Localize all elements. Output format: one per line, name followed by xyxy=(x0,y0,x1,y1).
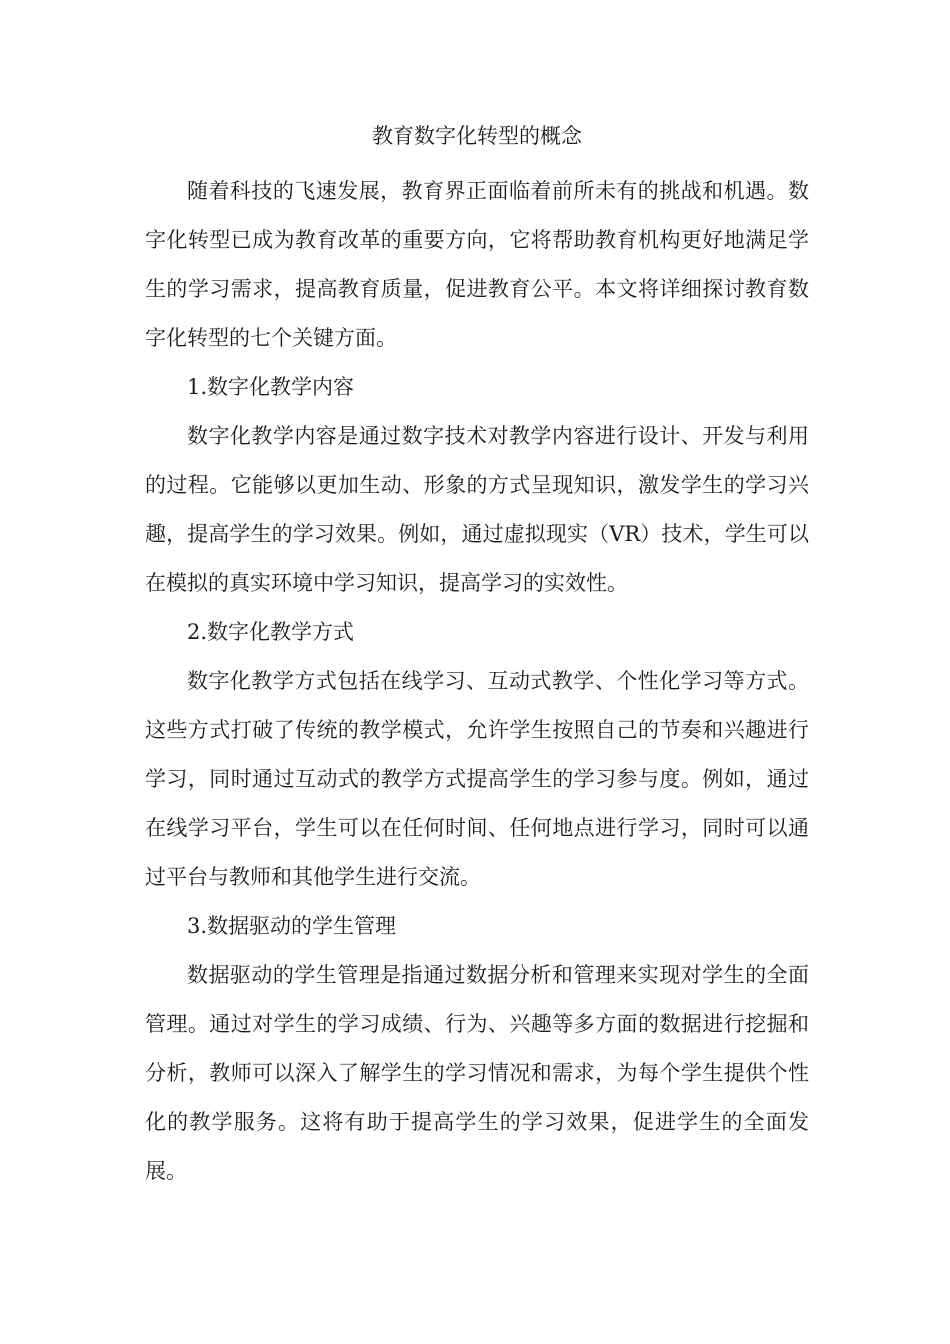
section-heading-3: 3.数据驱动的学生管理 xyxy=(187,914,397,938)
document-title: 教育数字化转型的概念 xyxy=(372,124,582,148)
intro-paragraph: 随着科技的飞速发展，教育界正面临着前所未有的挑战和机遇。数字化转型已成为教育改革的重要方向，它将帮助教育机构更好地满足学生的学习需求，提高教育质量，促进教育公平。本文将详细探讨教育数字化转型的七个关键方面。 xyxy=(145,179,809,350)
document-body xyxy=(145,118,809,1196)
section-body-2: 数字化教学方式包括在线学习、互动式教学、个性化学习等方式。这些方式打破了传统的教学模式，允许学生按照自己的节奏和兴趣进行学习，同时通过互动式的教学方式提高学生的学习参与度。例如，通过在线学习平台，学生可以在任何时间、任何地点进行学习，同时可以通过平台与教师和其他学生进行交流。 xyxy=(145,669,809,889)
section-heading-1: 1.数字化教学内容 xyxy=(187,375,355,399)
section-heading-2: 2.数字化教学方式 xyxy=(187,620,355,644)
section-body-3: 数据驱动的学生管理是指通过数据分析和管理来实现对学生的全面管理。通过对学生的学习成绩、行为、兴趣等多方面的数据进行挖掘和分析，教师可以深入了解学生的学习情况和需求，为每个学生提供个性化的教学服务。这将有助于提高学生的学习效果，促进学生的全面发展。 xyxy=(145,963,809,1183)
section-body-1: 数字化教学内容是通过数字技术对教学内容进行设计、开发与利用的过程。它能够以更加生动、形象的方式呈现知识，激发学生的学习兴趣，提高学生的学习效果。例如，通过虚拟现实（VR）技术，学生可以在模拟的真实环境中学习知识，提高学习的实效性。 xyxy=(145,424,809,595)
